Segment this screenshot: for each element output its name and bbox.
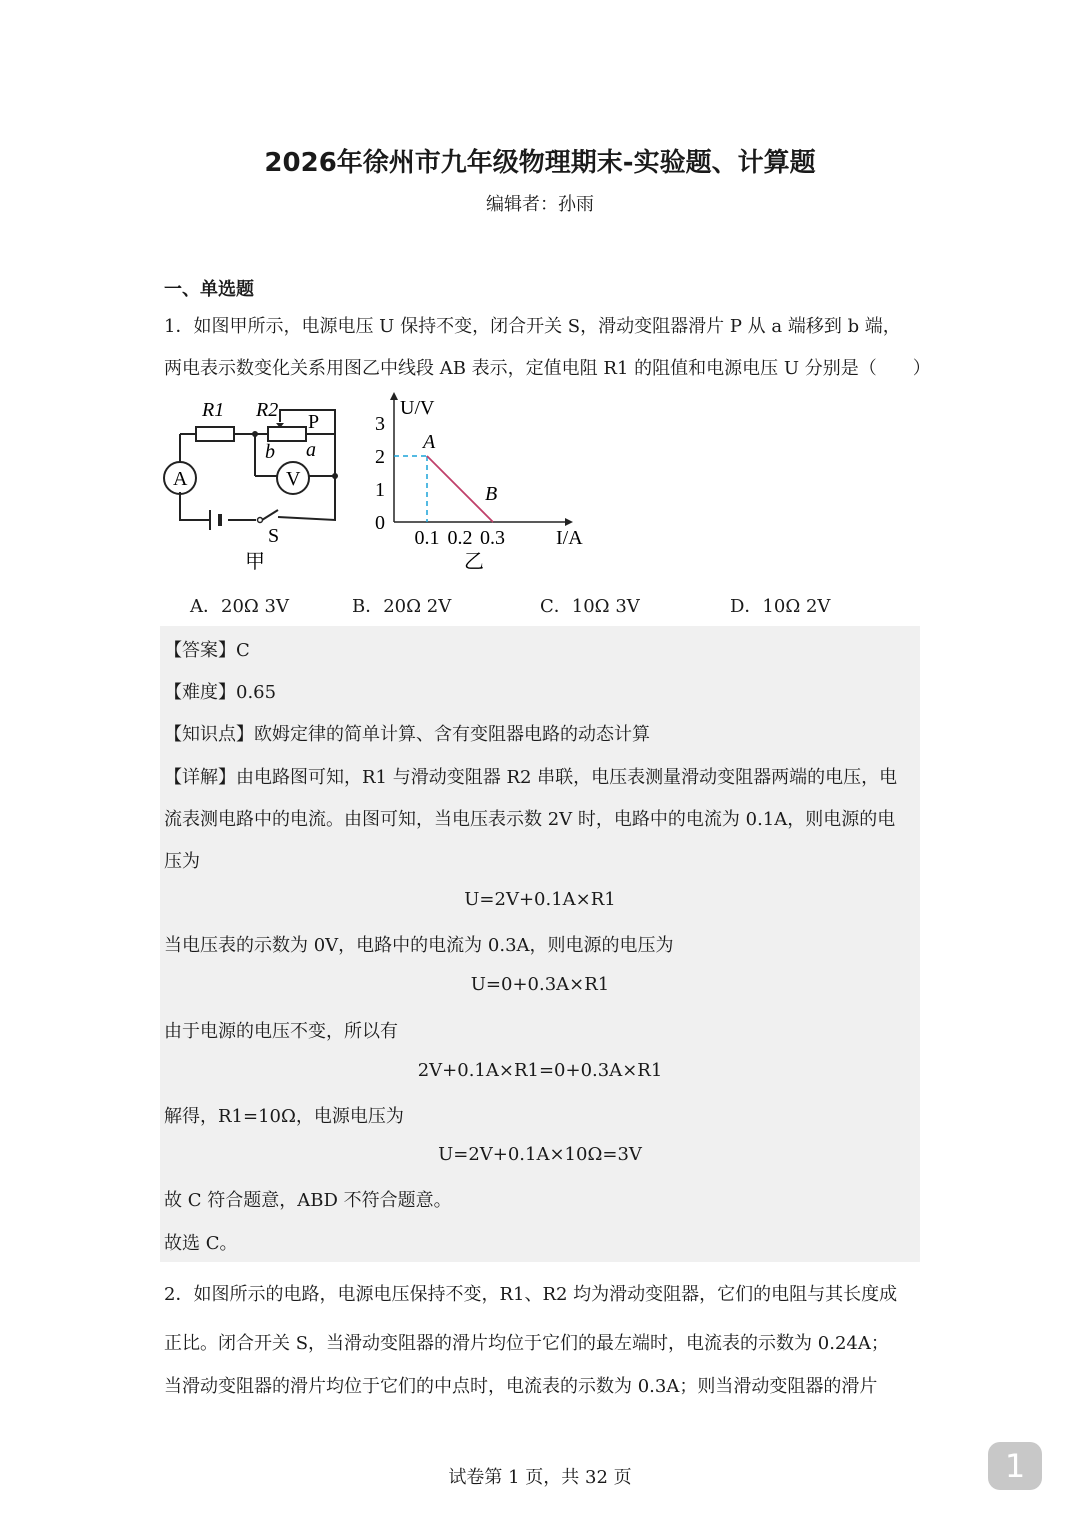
switch-label: S <box>268 525 280 547</box>
x-axis-arrow <box>565 518 573 526</box>
option-a: A．20Ω 3V <box>190 596 289 617</box>
y-tick-1: 1 <box>375 479 385 501</box>
y-axis-arrow <box>390 392 398 400</box>
circuit-caption: 甲 <box>245 551 265 573</box>
option-c: C．10Ω 3V <box>540 596 640 617</box>
page-title: 2026年徐州市九年级物理期末-实验题、计算题 <box>264 148 816 178</box>
equation-2: U=0+0.3A×R1 <box>470 974 610 995</box>
x-tick-2: 0.3 <box>480 527 505 549</box>
a-label: a <box>306 439 316 461</box>
q1-line-1: 1．如图甲所示，电源电压 U 保持不变，闭合开关 S，滑动变阻器滑片 P 从 a 端移到 b 端， <box>164 316 901 337</box>
y-tick-2: 2 <box>375 446 385 468</box>
segment-ab <box>427 456 493 522</box>
point-a-label: A <box>423 431 436 453</box>
option-d: D．10Ω 2V <box>730 596 831 617</box>
r2-label: R2 <box>256 399 279 421</box>
option-b: B．20Ω 2V <box>352 596 452 617</box>
q2-line-1: 2．如图所示的电路，电源电压保持不变，R1、R2 均为滑动变阻器，它们的电阻与其长度成 <box>164 1284 898 1305</box>
b-label: b <box>265 441 275 463</box>
x-axis-label: I/A <box>556 527 583 549</box>
ammeter-label: A <box>173 468 188 490</box>
q2-line-2: 正比。闭合开关 S，当滑动变阻器的滑片均位于它们的最左端时，电流表的示数为 0.24A； <box>164 1333 889 1354</box>
detail-line-5: 由于电源的电压不变，所以有 <box>164 1021 398 1042</box>
voltmeter-label: V <box>286 468 301 490</box>
y-tick-0: 0 <box>375 512 385 534</box>
point-b-label: B <box>485 483 498 505</box>
detail-line-3: 压为 <box>164 851 200 872</box>
q1-line-2: 两电表示数变化关系用图乙中线段 AB 表示，定值电阻 R1 的阻值和电源电压 U 分别是（ ） <box>164 358 931 379</box>
x-tick-0: 0.1 <box>414 527 440 549</box>
detail-line-6: 解得，R1=10Ω，电源电压为 <box>164 1106 404 1127</box>
page-footer: 试卷第 1 页，共 32 页 <box>448 1467 632 1488</box>
equation-1: U=2V+0.1A×R1 <box>464 889 616 910</box>
editor-line: 编辑者：孙雨 <box>486 194 594 215</box>
section-heading: 一、单选题 <box>164 279 254 300</box>
equation-3: 2V+0.1A×R1=0+0.3A×R1 <box>417 1060 663 1081</box>
page-badge[interactable]: 1 <box>988 1442 1042 1490</box>
knowledge-line: 【知识点】欧姆定律的简单计算、含有变阻器电路的动态计算 <box>164 724 650 745</box>
x-tick-1: 0.2 <box>447 527 473 549</box>
circuit-diagram <box>150 390 360 580</box>
answer-line: 【答案】C <box>164 640 250 661</box>
detail-line-4: 当电压表的示数为 0V，电路中的电流为 0.3A，则电源的电压为 <box>164 935 674 956</box>
detail-line-1: 【详解】由电路图可知，R1 与滑动变阻器 R2 串联，电压表测量滑动变阻器两端的电压，电 <box>164 767 898 788</box>
graph-caption: 乙 <box>464 551 484 573</box>
difficulty-line: 【难度】0.65 <box>164 682 277 703</box>
detail-line-7: 故 C 符合题意，ABD 不符合题意。 <box>164 1190 452 1211</box>
q2-line-3: 当滑动变阻器的滑片均位于它们的中点时，电流表的示数为 0.3A；则当滑动变阻器的滑片 <box>164 1376 878 1397</box>
equation-4: U=2V+0.1A×10Ω=3V <box>438 1144 642 1165</box>
r1-label: R1 <box>202 399 225 421</box>
detail-line-8: 故选 C。 <box>164 1233 238 1254</box>
y-tick-3: 3 <box>375 413 385 435</box>
u-i-graph <box>360 390 600 580</box>
y-axis-label: U/V <box>400 397 435 419</box>
detail-line-2: 流表测电路中的电流。由图可知，当电压表示数 2V 时，电路中的电流为 0.1A，则电源的电 <box>164 809 896 830</box>
p-label: P <box>308 411 320 433</box>
